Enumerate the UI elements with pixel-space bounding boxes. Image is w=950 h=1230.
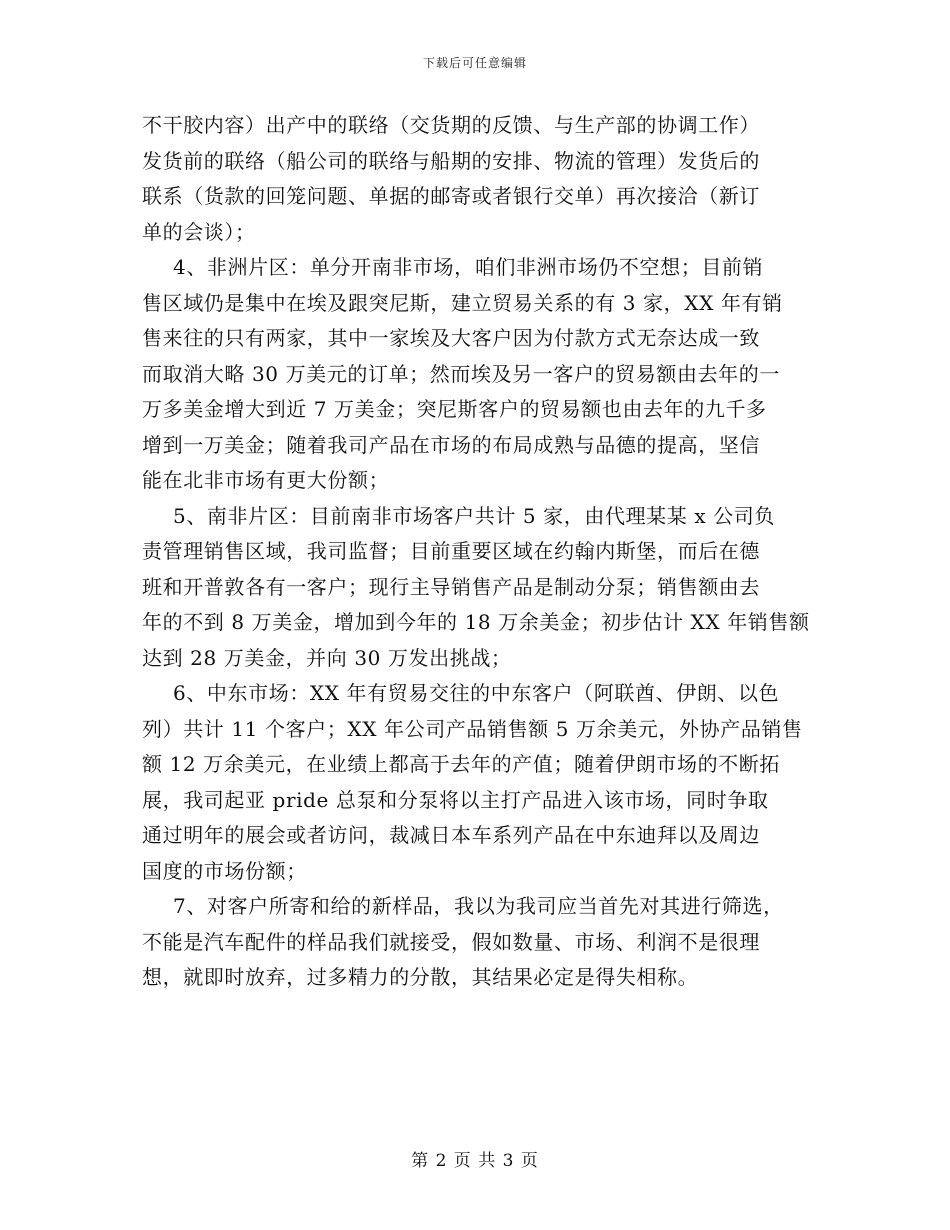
text-line: 售来往的只有两家，其中一家埃及大客户因为付款方式无奈达成一致 <box>142 326 760 350</box>
text-line: 想，就即时放弃，过多精力的分散，其结果必定是得失相称。 <box>142 965 699 989</box>
text-line: 列）共计 11 个客户；XX 年公司产品销售额 5 万余美元，外协产品销售 <box>142 716 803 741</box>
text-line: 发货前的联络（船公司的联络与船期的安排、物流的管理）发货后的 <box>142 148 760 173</box>
text-line: 国度的市场份额； <box>142 858 307 883</box>
text-line: 售区域仍是集中在埃及跟突尼斯，建立贸易关系的有 3 家，XX 年有销 <box>142 290 783 315</box>
document-body <box>142 108 814 996</box>
text-line: 而取消大略 30 万美元的订单；然而埃及另一客户的贸易额由去年的一 <box>142 361 780 386</box>
text-line: 单的会谈）； <box>142 219 256 244</box>
paragraph-4-start: 4、非洲片区：单分开南非市场，咱们非洲市场仍不空想；目前销 <box>173 255 764 279</box>
text-line: 班和开普敦各有一客户；现行主导销售产品是制动分泵；销售额由去 <box>142 574 760 599</box>
text-line: 通过明年的展会或者访问，裁减日本车系列产品在中东迪拜以及周边 <box>142 823 760 847</box>
text-line: 达到 28 万美金，并向 30 万发出挑战； <box>142 645 512 670</box>
text-line: 万多美金增大到近 7 万美金；突尼斯客户的贸易额也由去年的九千多 <box>142 397 767 421</box>
page-header: 下载后可任意编辑 <box>422 56 527 70</box>
text-line: 能在北非市场有更大份额； <box>142 468 390 492</box>
text-line: 增到一万美金；随着我司产品在市场的布局成熟与品德的提高，坚信 <box>142 432 760 457</box>
text-line: 年的不到 8 万美金，增加到今年的 18 万余美金；初步估计 XX 年销售额 <box>142 610 810 634</box>
page-number-footer: 第 2 页 共 3 页 <box>411 1151 539 1171</box>
text-line: 额 12 万余美元，在业绩上都高于去年的产值；随着伊朗市场的不断拓 <box>142 752 780 776</box>
text-line: 展，我司起亚 pride 总泵和分泵将以主打产品进入该市场，同时争取 <box>142 787 769 812</box>
paragraph-7-start: 7、对客户所寄和给的新样品，我以为我司应当首先对其进行筛选， <box>173 894 784 918</box>
text-line: 不能是汽车配件的样品我们就接受，假如数量、市场、利润不是很理 <box>142 929 760 954</box>
paragraph-5-start: 5、南非片区：目前南非市场客户共计 5 家，由代理某某 x 公司负 <box>173 503 775 528</box>
text-line: 联系（货款的回笼问题、单据的邮寄或者银行交单）再次接洽（新订 <box>142 184 760 208</box>
text-line: 责管理销售区域，我司监督；目前重要区域在约翰内斯堡，而后在德 <box>142 539 760 563</box>
text-line: 不干胶内容）出产中的联络（交货期的反馈、与生产部的协调工作） <box>142 113 760 137</box>
paragraph-6-start: 6、中东市场：XX 年有贸易交往的中东客户（阿联酋、伊朗、以色 <box>173 681 780 705</box>
